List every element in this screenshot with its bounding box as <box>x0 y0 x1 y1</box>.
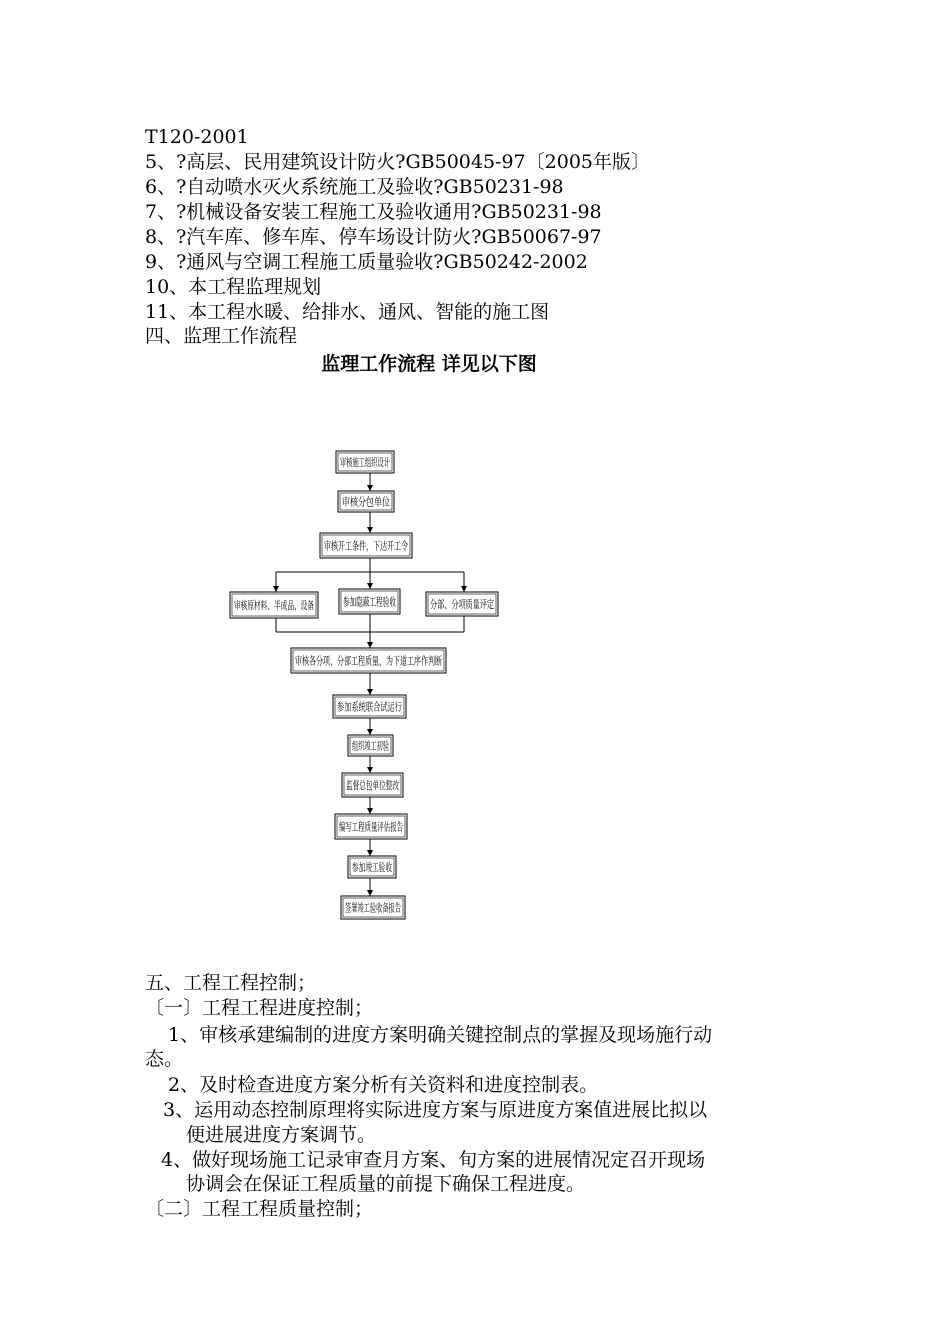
subsection-quality-control: 〔二〕工程工程质量控制； <box>145 1198 374 1220</box>
arrow-head <box>367 890 373 896</box>
progress-item-1: 1、审核承建编制的进度方案明确关键控制点的掌握及现场施行动 <box>168 1024 713 1046</box>
flow-step-label: 组织竣工初验 <box>352 739 418 753</box>
progress-item-2: 2、及时检查进度方案分析有关资料和进度控制表。 <box>168 1074 599 1096</box>
progress-item-4: 4、做好现场施工记录审查月方案、旬方案的进展情况定召开现场 <box>161 1149 706 1171</box>
flow-step-label: 参加竣工验收 <box>352 861 418 874</box>
flowchart-title: 监理工作流程 详见以下图 <box>321 353 537 375</box>
flow-step-13 <box>341 896 444 919</box>
flow-step-label: 监督总包单位整改 <box>346 779 434 792</box>
flow-step-8 <box>333 695 436 718</box>
arrow-head <box>367 642 373 648</box>
flow-step-label: 审核施工组织设计 <box>340 456 428 469</box>
subsection-progress-control: 〔一〕工程工程进度控制； <box>145 997 374 1019</box>
progress-item-3-cont: 便进展进度方案调节。 <box>186 1124 377 1146</box>
reference-line-6: 6、?自动喷水灭火系统施工及验收?GB50231-98 <box>145 176 564 198</box>
progress-item-4-cont: 协调会在保证工程质量的前提下确保工程进度。 <box>186 1173 586 1195</box>
arrow-head <box>367 527 373 533</box>
progress-item-1-cont: 态。 <box>145 1048 184 1070</box>
reference-line-9: 9、?通风与空调工程施工质量验收?GB50242-2002 <box>145 251 588 273</box>
flow-step-1 <box>336 451 428 473</box>
flow-step-label: 审核原材料、半成品、设备 <box>234 599 366 612</box>
progress-item-3: 3、运用动态控制原理将实际进度方案与原进度方案值进展比拟以 <box>163 1099 708 1121</box>
reference-line-10: 10、本工程监理规划 <box>145 276 322 298</box>
flow-step-label: 审核开工条件，下达开工令 <box>324 539 456 553</box>
reference-line-5: 5、?高层、民用建筑设计防火?GB50045-97〔2005年版〕 <box>145 151 650 173</box>
flow-step-label: 审核分包单位 <box>342 495 408 509</box>
reference-line-11: 11、本工程水暖、给排水、通风、智能的施工图 <box>145 301 550 323</box>
reference-line-t120: T120-2001 <box>145 126 249 148</box>
reference-line-8: 8、?汽车库、修车库、停车场设计防火?GB50067-97 <box>145 226 602 248</box>
arrow-head <box>367 485 373 491</box>
flow-step-label: 审核各分项、分部工程质量，为下道工序作判断 <box>295 654 526 668</box>
section-heading-4: 四、监理工作流程 <box>145 325 298 347</box>
flow-step-10 <box>342 773 434 797</box>
arrow-head <box>461 586 467 592</box>
flowchart-boxes <box>230 451 529 919</box>
flow-step-label: 参加隐蔽工程验收 <box>343 595 431 609</box>
flow-step-5 <box>339 589 431 614</box>
arrow-head <box>367 689 373 695</box>
arrow-head <box>367 767 373 773</box>
flow-step-label: 参加系统联合试运行 <box>337 700 436 714</box>
flow-step-label: 编写工程质量评估报告 <box>339 820 449 834</box>
arrow-head <box>273 586 279 592</box>
flow-step-3 <box>320 533 456 558</box>
flow-step-12 <box>348 856 418 878</box>
flow-step-label: 签署竣工验收备报告 <box>345 901 444 915</box>
flow-step-2 <box>338 491 408 512</box>
arrow-head <box>367 808 373 814</box>
reference-line-7: 7、?机械设备安装工程施工及验收通用?GB50231-98 <box>145 201 602 223</box>
flow-step-7 <box>291 648 526 673</box>
section-heading-5: 五、工程工程控制； <box>145 972 317 994</box>
flow-step-9 <box>348 735 418 756</box>
arrow-head <box>367 850 373 856</box>
flow-step-6 <box>426 592 529 616</box>
flow-step-4 <box>230 592 366 618</box>
flow-step-11 <box>335 814 449 839</box>
arrow-head <box>367 729 373 735</box>
arrow-head <box>367 583 373 589</box>
flow-step-label: 分部、分项质量评定 <box>430 598 529 611</box>
